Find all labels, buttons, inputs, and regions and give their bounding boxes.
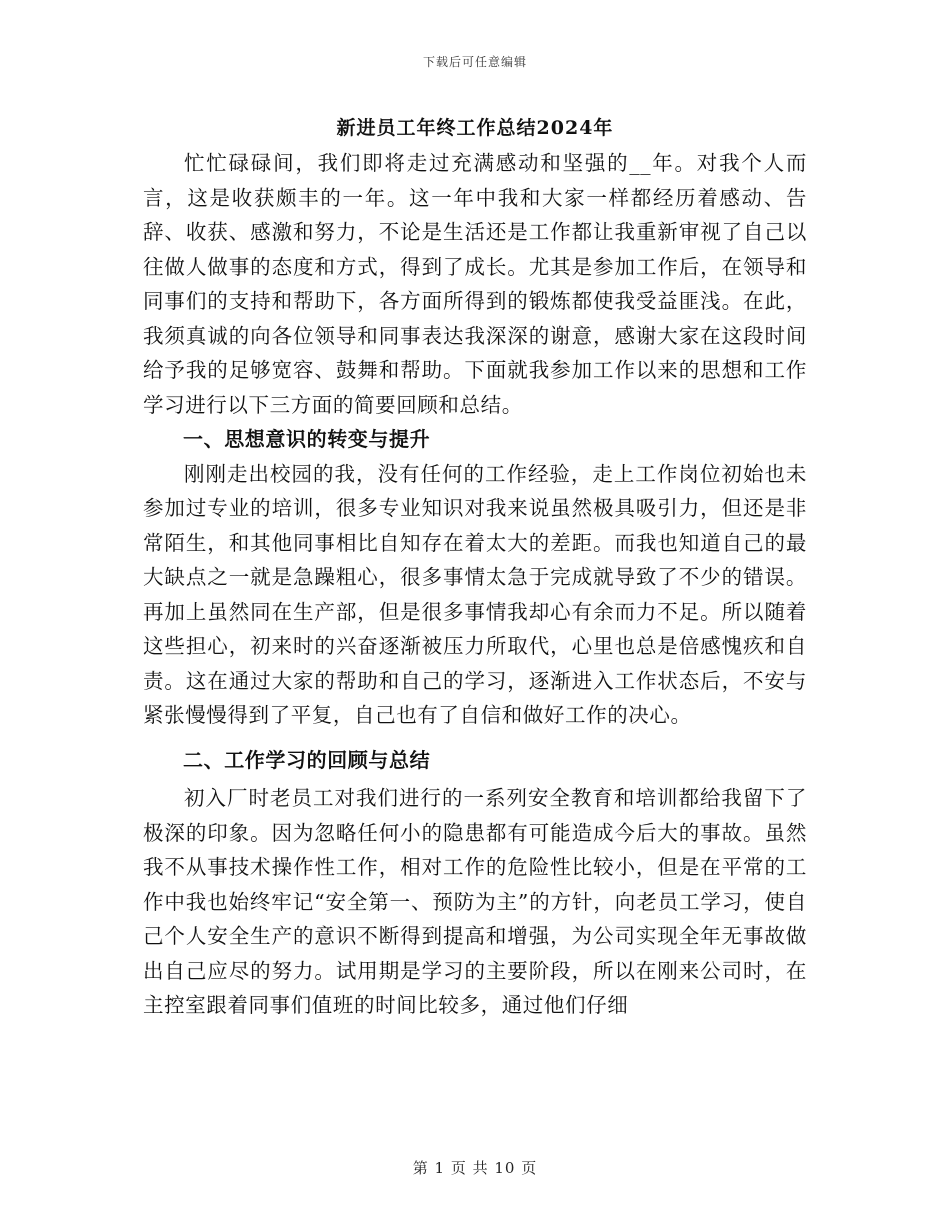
page-header-note: 下载后可任意编辑 [422,55,527,69]
section-paragraph-1: 刚刚走出校园的我，没有任何的工作经验，走上工作岗位初始也未参加过专业的培训，很多专业知识对我来说虽然极具吸引力，但还是非常陌生，和其他同事相比自知存在着太大的差距。而我也知道自己的最大缺点之一就是急躁粗心，很多事情太急于完成就导致了不少的错误。再加上虽然同在生产部，但是很多事情我却心有余而力不足。所以随着这些担心，初来时的兴奋逐渐被压力所取代，心里也总是倍感愧疚和自责。这在通过大家的帮助和自己的学习，逐渐进入工作状态后，不安与紧张慢慢得到了平复，自己也有了自信和做好工作的决心。 [143,461,807,727]
page-footer-number: 第 1 页 共 10 页 [412,1159,538,1177]
section-paragraph-2: 初入厂时老员工对我们进行的一系列安全教育和培训都给我留下了极深的印象。因为忽略任何小的隐患都有可能造成今后大的事故。虽然我不从事技术操作性工作，相对工作的危险性比较小，但是在平常的工作中我也始终牢记“安全第一、预防为主”的方针，向老员工学习，使自己个人安全生产的意识不断得到提高和增强，为公司实现全年无事故做出自己应尽的努力。试用期是学习的主要阶段，所以在刚来公司时，在主控室跟着同事们值班的时间比较多，通过他们仔细 [143,786,807,1017]
section-heading-1: 一、思想意识的转变与提升 [183,427,431,451]
document-title: 新进员工年终工作总结2024年 [336,117,614,139]
section-heading-2: 二、工作学习的回顾与总结 [183,747,431,772]
document-body [143,146,807,1023]
intro-paragraph: 忙忙碌碌间，我们即将走过充满感动和坚强的__年。对我个人而言，这是收获颇丰的一年。这一年中我和大家一样都经历着感动、告辞、收获、感激和努力，不论是生活还是工作都让我重新审视了自己以往做人做事的态度和方式，得到了成长。尤其是参加工作后，在领导和同事们的支持和帮助下，各方面所得到的锻炼都使我受益匪浅。在此，我须真诚的向各位领导和同事表达我深深的谢意，感谢大家在这段时间给予我的足够宽容、鼓舞和帮助。下面就我参加工作以来的思想和工作学习进行以下三方面的简要回顾和总结。 [143,151,807,417]
